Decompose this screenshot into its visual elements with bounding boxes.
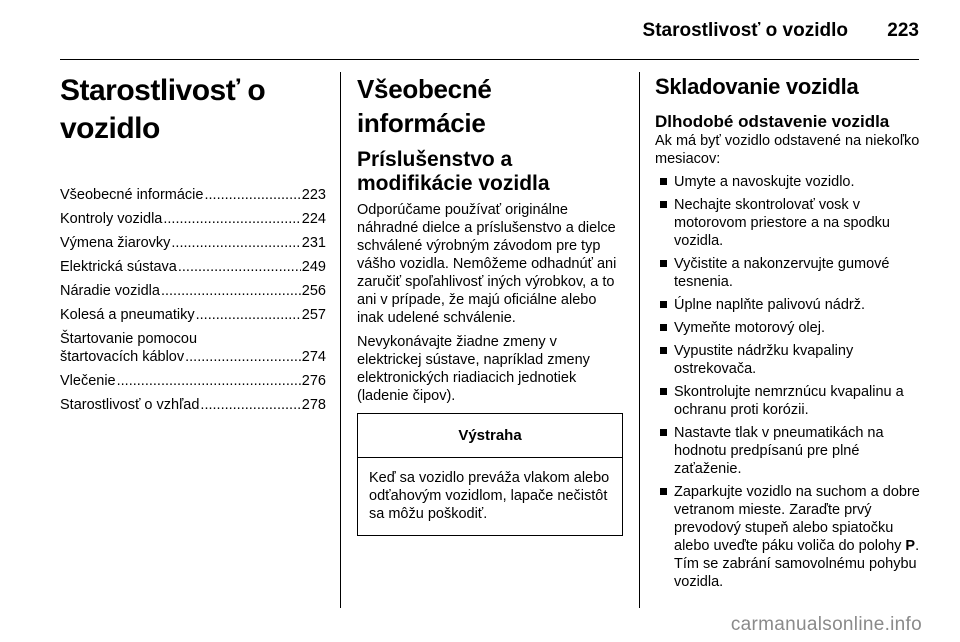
toc-label: Starostlivosť o vzhľad: [60, 397, 200, 413]
toc-leader: [204, 186, 300, 204]
warning-text: Keď sa vozidlo preváža vlakom alebo odťahovým vozidlom, lapače nečistôt sa môžu poškodiť.: [369, 470, 610, 522]
toc-label: Výmena žiarovky: [60, 235, 171, 251]
toc-entry[interactable]: [60, 306, 326, 324]
list-item: Vymeňte motorový olej.: [655, 319, 925, 337]
section-title: Všeobecné informácie: [357, 74, 492, 138]
toc-label: Kolesá a pneumatiky: [60, 307, 195, 323]
toc-label: Kontroly vozidla: [60, 211, 163, 227]
header-rule: [60, 59, 919, 60]
gear-position-label: P: [905, 538, 916, 554]
storage-column: [655, 72, 925, 596]
toc-entry-line2: [60, 348, 326, 366]
list-item: [655, 483, 925, 591]
toc-leader: [161, 282, 301, 300]
toc-page: 224: [301, 211, 326, 227]
toc-entry[interactable]: [60, 258, 326, 276]
paragraph: Odporúčame používať originálne náhradné dielce a príslušenstvo a dielce schválené výrobným závodom pre typ vášho vozidla. Nemôžeme odhadnúť ani zaručiť spoľahlivosť iných výrobkov, a to ani v prípade, že majú oficiálne alebo inak udelené schválenie.: [357, 202, 617, 326]
paragraph: Nevykonávajte žiadne zmeny v elektrickej sústave, napríklad zmeny elektronických riadiacich jednotiek (ladenie čipov).: [357, 334, 590, 404]
chapter-column: [60, 72, 326, 420]
bullet-list: [655, 173, 925, 591]
warning-title: Výstraha: [358, 414, 622, 458]
list-item-text: Zaparkujte vozidlo na suchom a dobre vetranom mieste. Zaraďte prvý prevodový stupeň alebo spiatočku alebo uveďte páku voliča do polohy: [674, 484, 920, 554]
toc-entry[interactable]: [60, 234, 326, 252]
toc-label: Všeobecné informácie: [60, 187, 204, 203]
warning-box: [357, 413, 623, 536]
toc-leader: [185, 348, 301, 366]
toc-leader: [163, 210, 300, 228]
table-of-contents: [60, 186, 326, 414]
toc-entry[interactable]: [60, 186, 326, 204]
page-header-title: Starostlivosť o vozidlo: [642, 20, 848, 41]
toc-leader: [200, 396, 300, 414]
list-item: Vyčistite a nakonzervujte gumové tesnenia.: [655, 255, 925, 291]
toc-leader: [117, 372, 301, 390]
toc-leader: [196, 306, 301, 324]
toc-page: 274: [301, 349, 326, 365]
subsection-title: Príslušenstvo a modifikácie vozidla: [357, 148, 550, 195]
toc-leader: [171, 234, 300, 252]
page-number: 223: [887, 20, 919, 41]
list-item: Úplne naplňte palivovú nádrž.: [655, 296, 925, 314]
toc-page: 276: [301, 373, 326, 389]
watermark: carmanualsonline.info: [730, 614, 922, 635]
toc-page: 249: [301, 259, 326, 275]
list-item: Vypustite nádržku kvapaliny ostrekovača.: [655, 342, 925, 378]
chapter-title: Starostlivosť o vozidlo: [60, 74, 266, 145]
toc-page: 257: [301, 307, 326, 323]
toc-page: 278: [301, 397, 326, 413]
toc-label: štartovacích káblov: [60, 349, 185, 365]
list-item: Nechajte skontrolovať vosk v motorovom priestore a na spodku vozidla.: [655, 196, 925, 250]
column-divider: [639, 72, 640, 608]
toc-label: Náradie vozidla: [60, 283, 160, 299]
toc-entry[interactable]: [60, 330, 326, 366]
toc-entry[interactable]: [60, 210, 326, 228]
toc-entry[interactable]: [60, 372, 326, 390]
toc-label: Elektrická sústava: [60, 259, 177, 275]
toc-page: 256: [301, 283, 326, 299]
list-item: Umyte a navoskujte vozidlo.: [655, 173, 925, 191]
intro-text: Ak má byť vozidlo odstavené na niekoľko mesiacov:: [655, 133, 920, 167]
list-item: Skontrolujte nemrznúcu kvapalinu a ochranu proti korózii.: [655, 383, 925, 419]
toc-entry[interactable]: [60, 282, 326, 300]
subsection-title: Dlhodobé odstavenie vozidla: [655, 112, 890, 131]
toc-label-line1: Štartovanie pomocou: [60, 331, 198, 347]
section-title: Skladovanie vozidla: [655, 74, 859, 99]
toc-entry[interactable]: [60, 396, 326, 414]
list-item-text: . Tím se zabrání samovolnému pohybu vozidla.: [674, 538, 920, 590]
toc-page: 223: [301, 187, 326, 203]
toc-leader: [178, 258, 301, 276]
toc-page: 231: [301, 235, 326, 251]
list-item: Nastavte tlak v pneumatikách na hodnotu predpísanú pre plné zaťaženie.: [655, 424, 925, 478]
column-divider: [340, 72, 341, 608]
general-info-column: [357, 72, 623, 536]
toc-label: Vlečenie: [60, 373, 116, 389]
